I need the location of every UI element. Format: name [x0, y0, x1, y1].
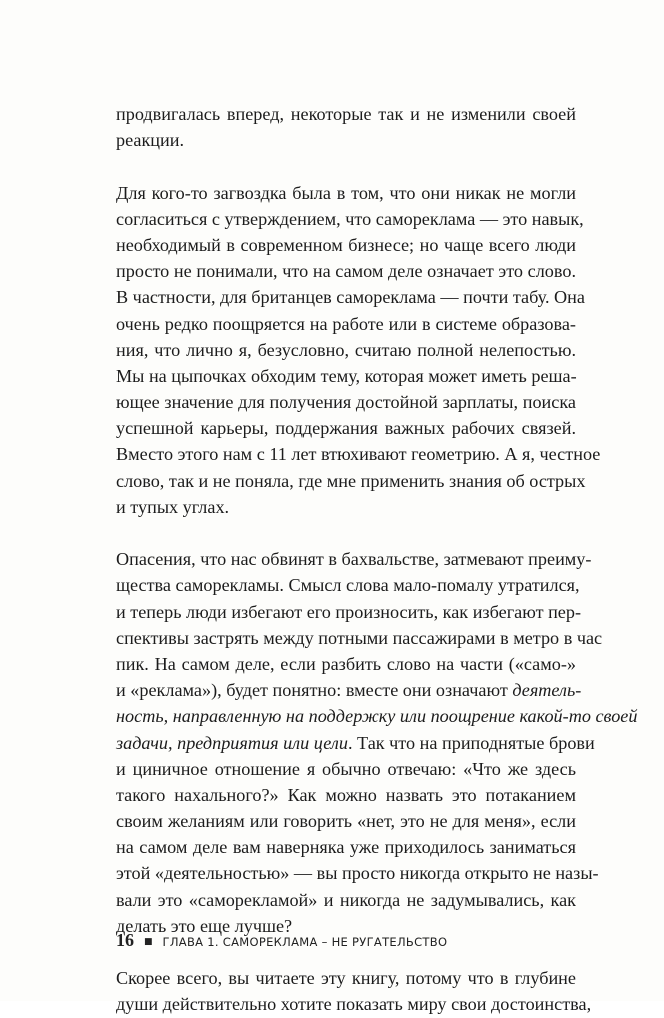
text-line-mixed — [116, 677, 582, 703]
text-line: слово, так и не поняла, где мне применить знания об острых — [116, 470, 586, 491]
italic-span: деятель- — [512, 680, 582, 701]
text-line: своим желаниям или говорить «нет, это не для меня», если — [116, 811, 576, 832]
text-line: и циничное отношение я обычно отвечаю: «Что же здесь — [116, 758, 576, 779]
text-line: просто не понимали, что на самом деле означает это слово. — [116, 261, 576, 282]
text-line: делать это еще лучше? — [116, 915, 293, 936]
paragraph-gap — [116, 153, 576, 179]
text-line: продвигалась вперед, некоторые так и не изменили своей — [116, 104, 576, 124]
text-line: вали это «саморекламой» и никогда не задумывались, как — [116, 889, 576, 910]
text-line: Опасения, что нас обвинят в бахвальстве, затмевают преиму- — [116, 549, 592, 570]
page-number: 16 — [116, 930, 134, 950]
square-bullet-icon: ■ — [144, 937, 153, 947]
text-line: необходимый в современном бизнесе; но чаще всего люди — [116, 234, 576, 255]
italic-span: ность, направленную на поддержку или поощрение какой-то своей — [116, 706, 638, 727]
text-line-italic — [116, 703, 638, 729]
text-line-mixed — [116, 730, 595, 756]
paragraph-gap — [116, 520, 576, 546]
text-line: реакции. — [116, 130, 185, 151]
text-line: Для кого-то загвоздка была в том, что они никак не могли — [116, 182, 576, 203]
text-line: этой «деятельностью» — вы просто никогда открыто не назы- — [116, 863, 599, 884]
text-line: согласиться с утверждением, что самореклама — это навык, — [116, 208, 584, 229]
running-header-chapter: ГЛАВА 1. САМОРЕКЛАМА – НЕ РУГАТЕЛЬСТВО — [162, 935, 448, 949]
text-line: и теперь люди избегают его произносить, как избегают пер- — [116, 601, 582, 622]
text-line: души действительно хотите показать миру свои достоинства, — [116, 994, 592, 1015]
text-span: . Так что на приподнятые брови — [347, 732, 595, 753]
text-line: очень редко поощряется на работе или в системе образова- — [116, 313, 576, 334]
text-line: щества саморекламы. Смысл слова мало-помалу утратился, — [116, 575, 580, 596]
text-line: такого нахального?» Как можно назвать это потаканием — [116, 784, 576, 805]
text-span: и «реклама»), будет понятно: вместе они означают — [116, 680, 513, 701]
text-line: Скорее всего, вы читаете эту книгу, потому что в глубине — [116, 968, 576, 989]
text-line: спективы застрять между потными пассажирами в метро в час — [116, 627, 603, 648]
body-text — [116, 101, 638, 1018]
text-line: пик. На самом деле, если разбить слово на части («само-» — [116, 653, 576, 674]
italic-span: задачи, предприятия или цели — [116, 732, 348, 753]
text-line: успешной карьеры, поддержания важных рабочих связей. — [116, 418, 576, 439]
text-line: ющее значение для получения достойной зарплаты, поиска — [116, 392, 576, 413]
text-line: и тупых углах. — [116, 496, 230, 517]
text-line: Вместо этого нам с 11 лет втюхивают геометрию. А я, честное — [116, 444, 601, 465]
text-line: Мы на цыпочках обходим тему, которая может иметь реша- — [116, 365, 577, 386]
text-line: В частности, для британцев самореклама — почти табу. Она — [116, 287, 585, 308]
text-line: ния, что лично я, безусловно, считаю полной нелепостью. — [116, 339, 576, 360]
text-line: на самом деле вам наверняка уже приходилось заниматься — [116, 837, 576, 858]
page-footer — [116, 930, 576, 954]
